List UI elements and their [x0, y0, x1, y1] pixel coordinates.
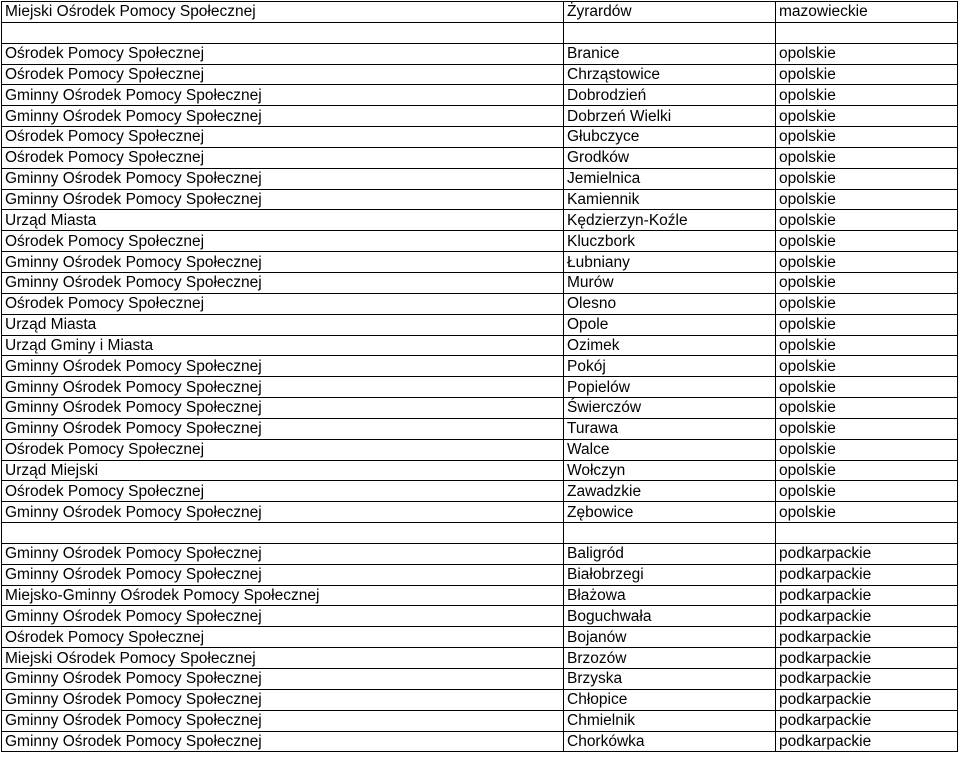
table-row [2, 335, 958, 356]
province-cell: opolskie [776, 147, 958, 168]
city-cell: Chmielnik [564, 710, 776, 731]
institution-name-cell: Urząd Miasta [2, 210, 564, 231]
table-row [2, 689, 958, 710]
province-cell: opolskie [776, 335, 958, 356]
province-cell: podkarpackie [776, 585, 958, 606]
institution-name-cell: Miejski Ośrodek Pomocy Społecznej [2, 648, 564, 669]
city-cell: Chrząstowice [564, 64, 776, 85]
table-row [2, 460, 958, 481]
table-row [2, 43, 958, 64]
city-cell: Turawa [564, 418, 776, 439]
city-cell: Żyrardów [564, 2, 776, 23]
table-row [2, 418, 958, 439]
city-cell: Świerczów [564, 398, 776, 419]
province-cell: podkarpackie [776, 606, 958, 627]
institution-name-cell: Gminny Ośrodek Pomocy Społecznej [2, 168, 564, 189]
table-row [2, 85, 958, 106]
city-cell: Boguchwała [564, 606, 776, 627]
city-cell: Chorkówka [564, 731, 776, 752]
province-cell: opolskie [776, 85, 958, 106]
province-cell: opolskie [776, 314, 958, 335]
table-row [2, 168, 958, 189]
table-row [2, 356, 958, 377]
province-cell: opolskie [776, 356, 958, 377]
city-cell: Wołczyn [564, 460, 776, 481]
table-row [2, 231, 958, 252]
institution-name-cell: Ośrodek Pomocy Społecznej [2, 147, 564, 168]
province-cell: podkarpackie [776, 564, 958, 585]
city-cell: Dobrzeń Wielki [564, 106, 776, 127]
table-row [2, 272, 958, 293]
city-cell: Olesno [564, 293, 776, 314]
city-cell: Murów [564, 272, 776, 293]
city-cell: Grodków [564, 147, 776, 168]
city-cell: Bojanów [564, 627, 776, 648]
province-cell: podkarpackie [776, 731, 958, 752]
province-cell: podkarpackie [776, 669, 958, 690]
institution-name-cell: Urząd Miasta [2, 314, 564, 335]
province-cell: podkarpackie [776, 689, 958, 710]
institution-name-cell: Gminny Ośrodek Pomocy Społecznej [2, 669, 564, 690]
institution-name-cell: Gminny Ośrodek Pomocy Społecznej [2, 377, 564, 398]
city-cell: Dobrodzień [564, 85, 776, 106]
city-cell: Pokój [564, 356, 776, 377]
city-cell: Białobrzegi [564, 564, 776, 585]
province-cell: opolskie [776, 439, 958, 460]
city-cell: Brzyska [564, 669, 776, 690]
institution-name-cell: Gminny Ośrodek Pomocy Społecznej [2, 252, 564, 273]
table-row [2, 523, 958, 544]
city-cell: Popielów [564, 377, 776, 398]
province-cell: opolskie [776, 252, 958, 273]
province-cell: opolskie [776, 231, 958, 252]
institution-name-cell: Miejski Ośrodek Pomocy Społecznej [2, 2, 564, 23]
table-row [2, 189, 958, 210]
city-cell: Baligród [564, 543, 776, 564]
institution-name-cell: Gminny Ośrodek Pomocy Społecznej [2, 106, 564, 127]
table-row [2, 481, 958, 502]
province-cell: opolskie [776, 64, 958, 85]
province-cell: opolskie [776, 418, 958, 439]
table-row [2, 669, 958, 690]
table-row [2, 439, 958, 460]
institution-name-cell: Gminny Ośrodek Pomocy Społecznej [2, 502, 564, 523]
city-cell: Kędzierzyn-Koźle [564, 210, 776, 231]
table-row [2, 293, 958, 314]
city-cell: Kamiennik [564, 189, 776, 210]
city-cell: Błażowa [564, 585, 776, 606]
table-row [2, 543, 958, 564]
city-cell [564, 523, 776, 544]
province-cell: opolskie [776, 293, 958, 314]
institution-name-cell: Ośrodek Pomocy Społecznej [2, 43, 564, 64]
table-row [2, 2, 958, 23]
institution-name-cell: Gminny Ośrodek Pomocy Społecznej [2, 189, 564, 210]
city-cell: Walce [564, 439, 776, 460]
institution-name-cell: Gminny Ośrodek Pomocy Społecznej [2, 398, 564, 419]
city-cell: Ozimek [564, 335, 776, 356]
institution-name-cell: Gminny Ośrodek Pomocy Społecznej [2, 356, 564, 377]
province-cell: opolskie [776, 481, 958, 502]
institution-name-cell: Ośrodek Pomocy Społecznej [2, 64, 564, 85]
institution-name-cell: Gminny Ośrodek Pomocy Społecznej [2, 731, 564, 752]
institution-name-cell: Gminny Ośrodek Pomocy Społecznej [2, 710, 564, 731]
table-row [2, 585, 958, 606]
province-cell: podkarpackie [776, 543, 958, 564]
city-cell: Jemielnica [564, 168, 776, 189]
city-cell: Łubniany [564, 252, 776, 273]
table-row [2, 314, 958, 335]
province-cell: opolskie [776, 106, 958, 127]
province-cell: opolskie [776, 398, 958, 419]
institution-name-cell: Ośrodek Pomocy Społecznej [2, 127, 564, 148]
city-cell: Głubczyce [564, 127, 776, 148]
institution-name-cell: Gminny Ośrodek Pomocy Społecznej [2, 606, 564, 627]
institution-name-cell: Gminny Ośrodek Pomocy Społecznej [2, 418, 564, 439]
table-row [2, 64, 958, 85]
institution-name-cell: Urząd Gminy i Miasta [2, 335, 564, 356]
institution-name-cell [2, 22, 564, 43]
table-row [2, 210, 958, 231]
province-cell [776, 22, 958, 43]
province-cell: opolskie [776, 502, 958, 523]
city-cell: Branice [564, 43, 776, 64]
institution-name-cell: Ośrodek Pomocy Społecznej [2, 627, 564, 648]
table-row [2, 710, 958, 731]
city-cell: Zawadzkie [564, 481, 776, 502]
institution-name-cell: Gminny Ośrodek Pomocy Społecznej [2, 272, 564, 293]
table-row [2, 147, 958, 168]
table-body [2, 2, 958, 752]
province-cell: opolskie [776, 272, 958, 293]
institution-name-cell: Gminny Ośrodek Pomocy Społecznej [2, 564, 564, 585]
institution-name-cell: Miejsko-Gminny Ośrodek Pomocy Społecznej [2, 585, 564, 606]
city-cell: Brzozów [564, 648, 776, 669]
province-cell: opolskie [776, 43, 958, 64]
province-cell: opolskie [776, 210, 958, 231]
province-cell: podkarpackie [776, 710, 958, 731]
table-row [2, 627, 958, 648]
institution-name-cell: Ośrodek Pomocy Społecznej [2, 293, 564, 314]
city-cell: Zębowice [564, 502, 776, 523]
table-row [2, 731, 958, 752]
institution-name-cell: Ośrodek Pomocy Społecznej [2, 481, 564, 502]
city-cell: Opole [564, 314, 776, 335]
table-row [2, 377, 958, 398]
table-row [2, 502, 958, 523]
city-cell [564, 22, 776, 43]
institution-name-cell: Gminny Ośrodek Pomocy Społecznej [2, 689, 564, 710]
table-row [2, 398, 958, 419]
city-cell: Kluczbork [564, 231, 776, 252]
province-cell: podkarpackie [776, 627, 958, 648]
province-cell: mazowieckie [776, 2, 958, 23]
province-cell: podkarpackie [776, 648, 958, 669]
province-cell: opolskie [776, 189, 958, 210]
table-row [2, 252, 958, 273]
province-cell: opolskie [776, 127, 958, 148]
institution-name-cell: Ośrodek Pomocy Społecznej [2, 231, 564, 252]
city-cell: Chłopice [564, 689, 776, 710]
province-cell: opolskie [776, 377, 958, 398]
province-cell: opolskie [776, 168, 958, 189]
institution-table [1, 1, 958, 752]
table-row [2, 106, 958, 127]
institution-name-cell: Ośrodek Pomocy Społecznej [2, 439, 564, 460]
table-row [2, 127, 958, 148]
province-cell [776, 523, 958, 544]
table-row [2, 606, 958, 627]
table-row [2, 648, 958, 669]
institution-name-cell: Gminny Ośrodek Pomocy Społecznej [2, 85, 564, 106]
institution-name-cell [2, 523, 564, 544]
province-cell: opolskie [776, 460, 958, 481]
table-row [2, 22, 958, 43]
institution-name-cell: Urząd Miejski [2, 460, 564, 481]
table-row [2, 564, 958, 585]
institution-name-cell: Gminny Ośrodek Pomocy Społecznej [2, 543, 564, 564]
